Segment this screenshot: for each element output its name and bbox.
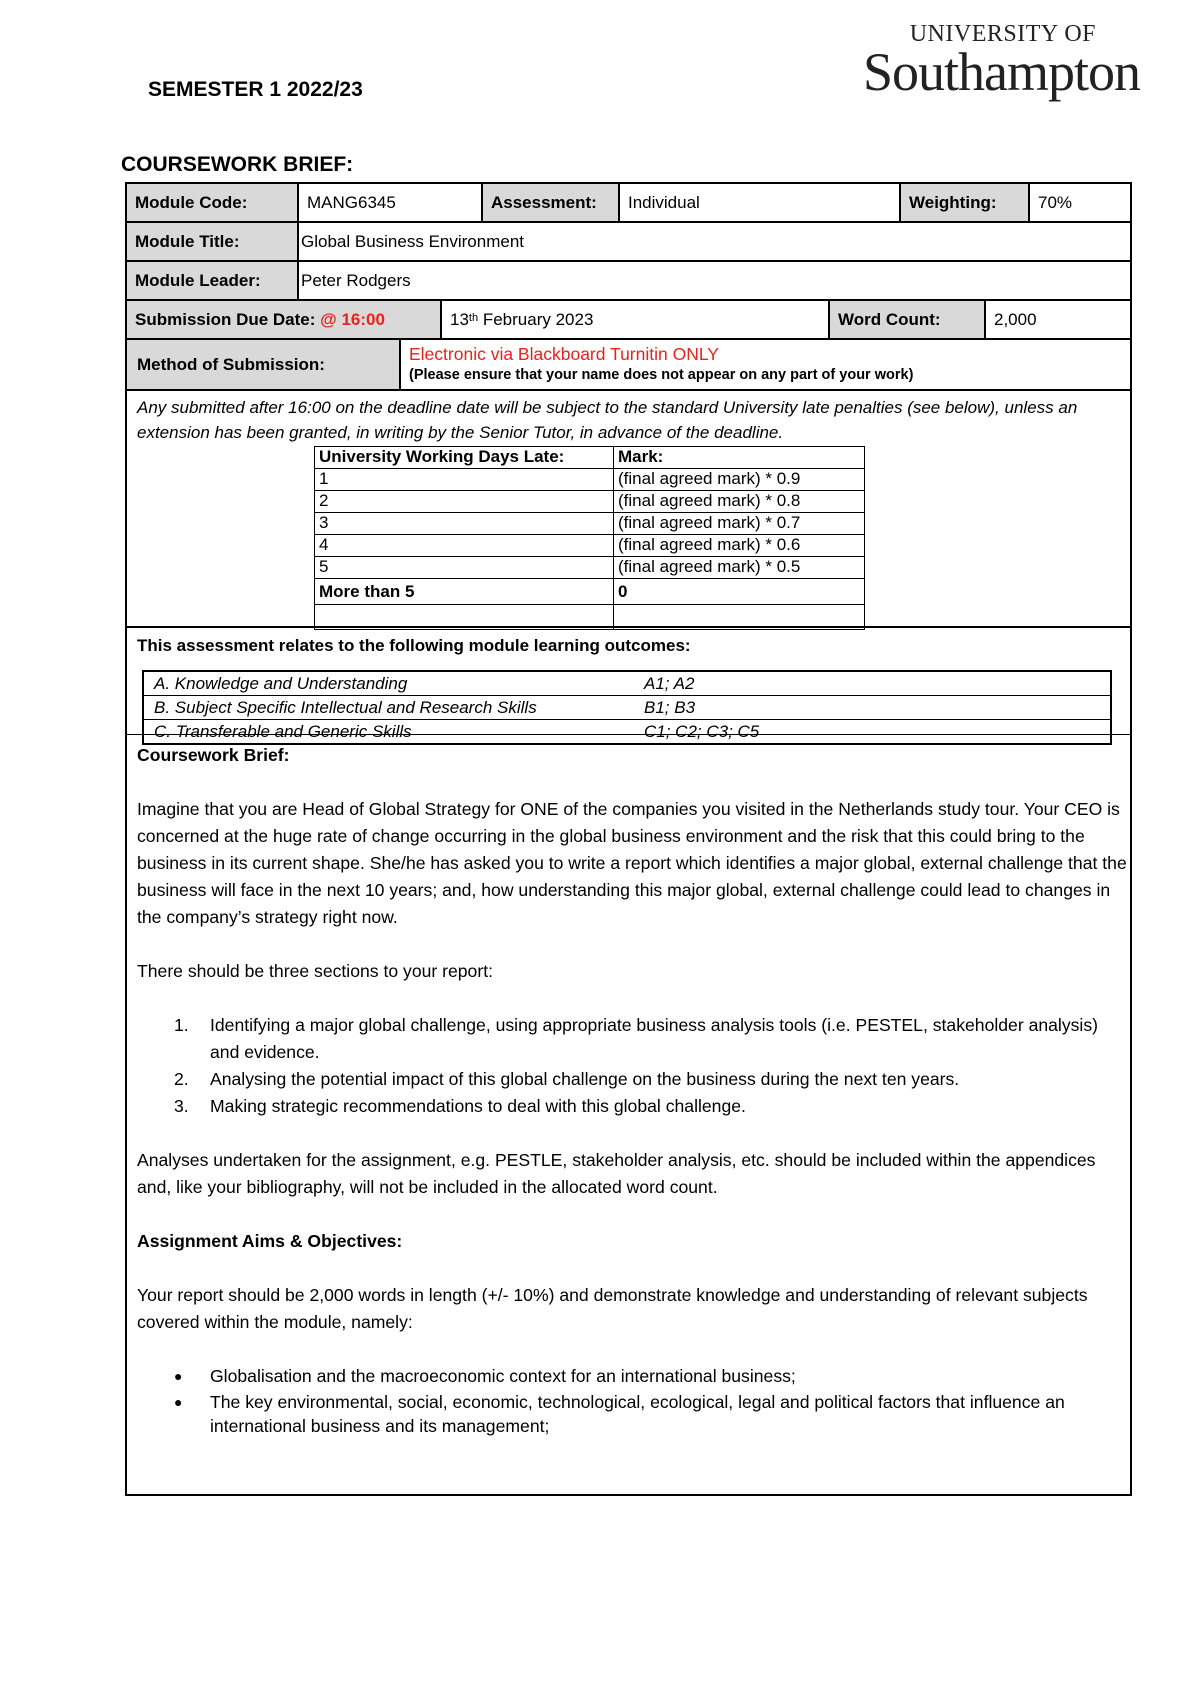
module-title-value: Global Business Environment — [297, 223, 1130, 260]
due-month-year: February 2023 — [482, 309, 594, 329]
late-mark-cell: (final agreed mark) * 0.5 — [614, 557, 865, 579]
outcome-codes: B1; B3 — [634, 696, 1111, 720]
table-row — [315, 469, 865, 491]
bullet-icon: ● — [174, 1394, 183, 1410]
late-penalty-table — [314, 446, 865, 630]
row-learning-outcomes — [127, 628, 1130, 741]
row-due-date — [127, 301, 1130, 340]
table-row — [315, 535, 865, 557]
module-title-label: Module Title: — [127, 223, 297, 260]
table-row — [315, 557, 865, 579]
logo-southampton: Southampton — [862, 42, 1140, 102]
table-row-empty — [315, 605, 865, 630]
late-header-row — [315, 447, 865, 469]
semester-heading: SEMESTER 1 2022/23 — [148, 78, 363, 101]
late-mark-cell: (final agreed mark) * 0.9 — [614, 469, 865, 491]
brief-heading: Coursework Brief: — [137, 745, 290, 765]
weighting-label: Weighting: — [899, 184, 1028, 221]
module-code-value: MANG6345 — [297, 184, 481, 221]
learning-outcomes-table — [142, 670, 1112, 745]
late-empty-cell — [315, 605, 614, 630]
row-method-of-submission — [127, 340, 1130, 391]
bullet-icon: ● — [174, 1368, 183, 1384]
table-row — [315, 513, 865, 535]
word-count-label: Word Count: — [828, 301, 984, 338]
late-days-cell: 3 — [315, 513, 614, 535]
row-module-code — [127, 184, 1130, 223]
section-text: Analysing the potential impact of this global challenge on the business during the next ten years. — [210, 1069, 960, 1089]
list-item — [137, 1363, 1127, 1390]
logo-university-of: UNIVERSITY OF — [909, 21, 1096, 47]
sections-list — [137, 1012, 1127, 1120]
late-mark-cell: (final agreed mark) * 0.6 — [614, 535, 865, 557]
late-empty-cell — [614, 605, 865, 630]
due-time: @ 16:00 — [320, 309, 385, 329]
sections-intro: There should be three sections to your report: — [137, 961, 493, 981]
method-value — [399, 340, 1130, 389]
coursework-table — [125, 182, 1132, 1496]
analyses-paragraph: Analyses undertaken for the assignment, e.g. PESTLE, stakeholder analysis, etc. should be included within the appendices and, like your bibliography, will not be included in the allocated word count. — [137, 1150, 1096, 1197]
list-item: 3. Making strategic recommendations to deal with this global challenge. — [174, 1096, 746, 1116]
coursework-brief-title: COURSEWORK BRIEF: — [121, 153, 354, 176]
outcome-category: A. Knowledge and Understanding — [154, 673, 408, 693]
outcome-category: B. Subject Specific Intellectual and Research Skills — [143, 696, 634, 720]
brief-intro: Imagine that you are Head of Global Strategy for ONE of the companies you visited in the Netherlands study tour. Your CEO is concerned at the huge rate of change occurring in the global business environment and the risk that this could bring to the business in its current shape. She/he has asked you to write a report which identifies a major global, external challenge that the business will face in the next 10 years; and, how understanding this major global, external challenge could lead to changes in the company’s strategy right now. — [137, 799, 1127, 927]
late-days-header: University Working Days Late: — [315, 447, 614, 469]
table-row — [143, 696, 1111, 720]
due-day: 13 — [450, 309, 469, 329]
aims-bullet-list — [137, 1363, 1127, 1438]
outcome-category: C. Transferable and Generic Skills — [143, 720, 634, 745]
section-text: Identifying a major global challenge, using appropriate business analysis tools (i.e. PESTEL, stakeholder analysis) and evidence. — [210, 1015, 1098, 1062]
late-days-cell: More than 5 — [315, 579, 614, 605]
brief-body — [137, 742, 1127, 1438]
table-row — [315, 579, 865, 605]
list-item: 1. Identifying a major global challenge, using appropriate business analysis tools (i.e. PESTEL, stakeholder analysis) and evidence. — [174, 1015, 1098, 1062]
late-days-cell: 1 — [315, 469, 614, 491]
row-coursework-brief — [127, 735, 1130, 1494]
late-mark-cell: 0 — [614, 579, 865, 605]
late-days-cell: 4 — [315, 535, 614, 557]
assessment-label: Assessment: — [481, 184, 618, 221]
row-module-leader — [127, 262, 1130, 301]
due-day-suffix: th — [468, 311, 479, 324]
late-days-cell: 2 — [315, 491, 614, 513]
method-label: Method of Submission: — [127, 340, 399, 389]
module-code-label: Module Code: — [127, 184, 297, 221]
list-item — [137, 1390, 1127, 1438]
outcome-codes: C1; C2; C3; C5 — [634, 720, 1111, 745]
university-logo — [862, 21, 1140, 102]
learning-outcomes-title: This assessment relates to the following module learning outcomes: — [137, 636, 691, 655]
row-late-penalties — [127, 391, 1130, 628]
late-mark-cell: (final agreed mark) * 0.8 — [614, 491, 865, 513]
due-date-label — [127, 301, 440, 338]
weighting-value: 70% — [1028, 184, 1130, 221]
module-leader-label: Module Leader: — [127, 262, 297, 299]
late-penalty-note: Any submitted after 16:00 on the deadline date will be subject to the standard University late penalties (see below), unless an extension has been granted, in writing by the Senior Tutor, in advance of the deadline. — [137, 398, 1078, 442]
method-note: (Please ensure that your name does not appear on any part of your work) — [409, 367, 914, 383]
outcome-codes: A1; A2 — [644, 673, 695, 693]
word-count-value: 2,000 — [984, 301, 1130, 338]
table-row — [143, 671, 1111, 696]
section-text: Making strategic recommendations to deal with this global challenge. — [210, 1096, 746, 1116]
module-leader-value: Peter Rodgers — [297, 262, 1130, 299]
late-mark-cell: (final agreed mark) * 0.7 — [614, 513, 865, 535]
aims-heading: Assignment Aims & Objectives: — [137, 1231, 403, 1251]
late-mark-header: Mark: — [614, 447, 865, 469]
late-days-cell: 5 — [315, 557, 614, 579]
bullet-text: Globalisation and the macroeconomic context for an international business; — [210, 1366, 796, 1386]
method-text: Electronic via Blackboard Turnitin ONLY — [409, 344, 719, 364]
table-row — [315, 491, 865, 513]
list-item: 2. Analysing the potential impact of this global challenge on the business during the next ten years. — [174, 1069, 960, 1089]
bullet-text: The key environmental, social, economic, technological, ecological, legal and political factors that influence an international business and its management; — [210, 1392, 1065, 1436]
row-module-title — [127, 223, 1130, 262]
assessment-value: Individual — [618, 184, 899, 221]
due-date-value — [440, 301, 828, 338]
aims-text: Your report should be 2,000 words in length (+/- 10%) and demonstrate knowledge and understanding of relevant subjects covered within the module, namely: — [137, 1285, 1088, 1332]
due-date-label-text: Submission Due Date: — [135, 309, 316, 329]
